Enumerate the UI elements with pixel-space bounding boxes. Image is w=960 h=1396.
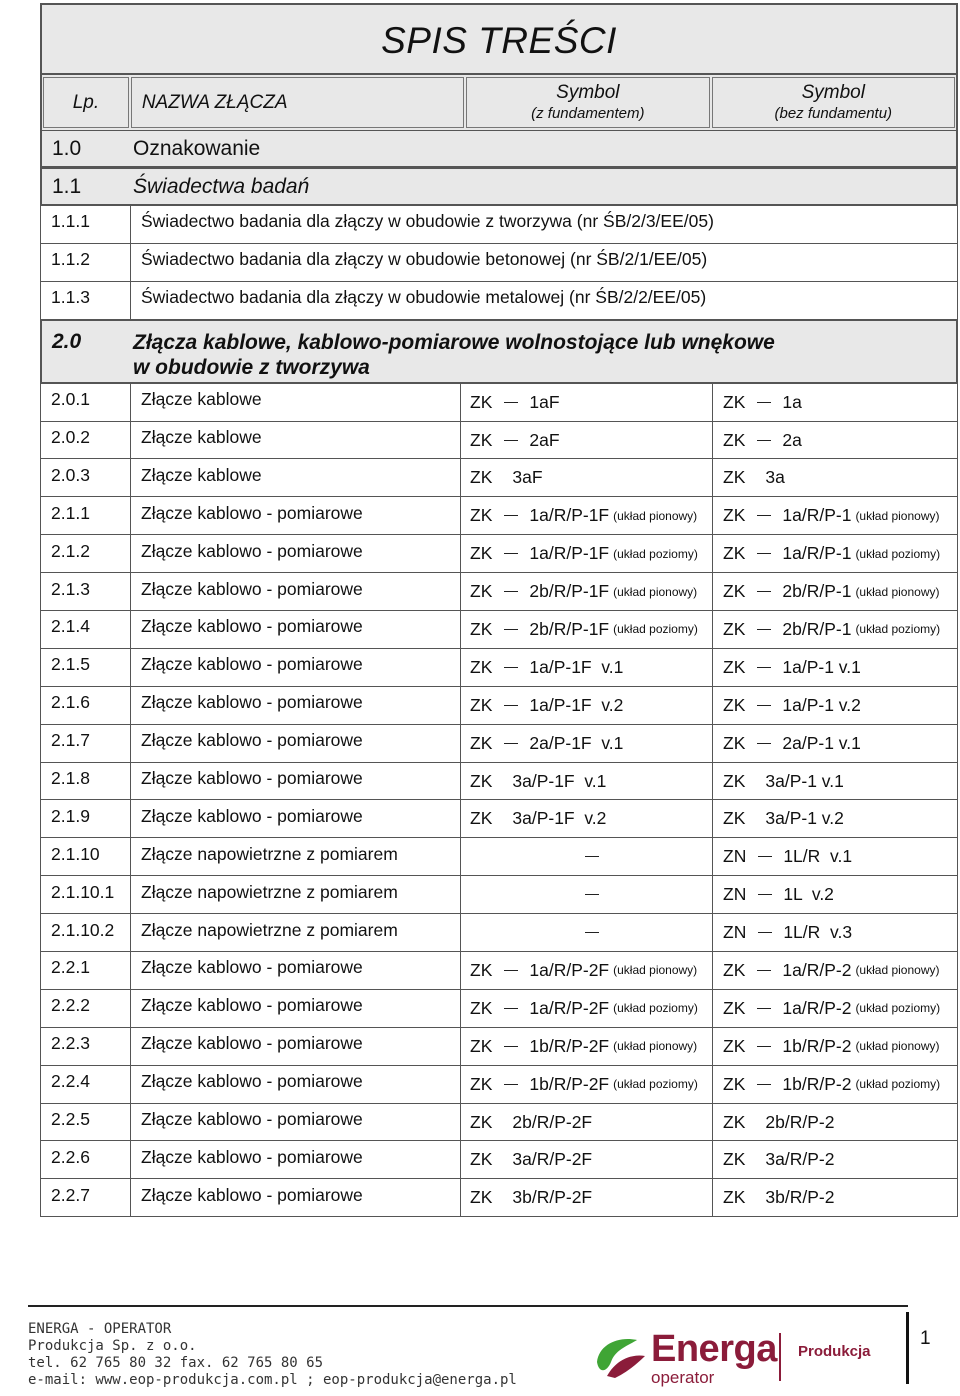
title-box (40, 3, 958, 75)
symbol-note: (układ pionowy) (613, 584, 698, 599)
page-title: SPIS TREŚCI (381, 20, 617, 61)
symbol-cell (461, 1179, 713, 1216)
symbol-cell (461, 800, 713, 837)
table-row (40, 838, 958, 876)
logo-division: Produkcja (798, 1343, 871, 1360)
dash-icon (504, 1046, 518, 1047)
dash-icon (757, 1084, 771, 1085)
table-row (40, 990, 958, 1028)
symbol-code: 3a/P-1 v.2 (765, 808, 844, 829)
symbol-prefix: ZK (723, 694, 746, 715)
table-row (40, 914, 958, 952)
table-row (40, 1104, 958, 1142)
table-row (40, 244, 958, 282)
row-number: 1.1.1 (41, 206, 131, 243)
dash-icon (757, 440, 771, 441)
section-label: Świadectwa badań (133, 174, 310, 198)
table-row (40, 611, 958, 649)
symbol-cell (461, 725, 713, 762)
row-number: 2.1.4 (41, 611, 131, 648)
dash-icon (504, 515, 518, 516)
table-row (40, 763, 958, 801)
symbol-prefix: ZN (723, 846, 747, 867)
symbol-code: 1b/R/P-2F (529, 1035, 610, 1056)
dash-icon (504, 1008, 518, 1009)
symbol-cell (713, 914, 957, 951)
symbol-prefix: ZK (723, 581, 746, 602)
header-symbol-sub: (bez fundamentu) (774, 105, 893, 122)
dash-icon (757, 743, 771, 744)
table-row (40, 497, 958, 535)
table-row (40, 800, 958, 838)
symbol-prefix: ZK (470, 732, 493, 753)
symbol-cell (461, 1028, 713, 1065)
symbol-cell (461, 459, 713, 496)
symbol-cell (461, 952, 713, 989)
toc-table (40, 3, 958, 1217)
symbol-code: 1aF (529, 391, 560, 412)
symbol-cell (461, 838, 713, 875)
row-number: 2.1.3 (41, 573, 131, 610)
header-symbol-label: Symbol (801, 82, 865, 103)
row-name: Złącze kablowe (131, 422, 461, 459)
footer-phone: tel. 62 765 80 32 fax. 62 765 80 65 (28, 1355, 324, 1371)
row-number: 2.1.10.2 (41, 914, 131, 951)
logo-divider (779, 1333, 781, 1381)
symbol-code: 1a/R/P-1F (529, 505, 610, 526)
row-name: Złącze kablowo - pomiarowe (131, 497, 461, 534)
symbol-code: 3aF (512, 467, 543, 488)
row-number: 2.1.8 (41, 763, 131, 800)
row-number: 2.0.2 (41, 422, 131, 459)
symbol-cell (461, 687, 713, 724)
symbol-note: (układ pionowy) (613, 508, 698, 523)
table-row (40, 1028, 958, 1066)
symbol-note: (układ pionowy) (613, 1039, 698, 1054)
symbol-note: (układ pionowy) (613, 963, 698, 978)
symbol-cell (461, 1141, 713, 1178)
symbol-code: 2aF (529, 429, 560, 450)
symbol-code: 1a (782, 391, 802, 412)
row-name: Złącze kablowo - pomiarowe (131, 1104, 461, 1141)
symbol-code: 1b/R/P-2 (782, 1073, 852, 1094)
section-label (133, 321, 873, 382)
row-number: 2.1.6 (41, 687, 131, 724)
section-number: 2.0 (52, 329, 82, 353)
symbol-note: (układ pionowy) (855, 508, 940, 523)
dash-icon (504, 402, 518, 403)
symbol-code: 2a (782, 429, 802, 450)
symbol-code: 1a/P-1F v.2 (529, 694, 624, 715)
symbol-code: 3b/R/P-2 (765, 1187, 835, 1208)
row-name: Złącze kablowo - pomiarowe (131, 611, 461, 648)
row-name: Złącze kablowo - pomiarowe (131, 763, 461, 800)
table-row (40, 876, 958, 914)
connector-rows (40, 384, 958, 1218)
dash-icon (757, 629, 771, 630)
symbol-prefix: ZK (470, 581, 493, 602)
symbol-prefix: ZK (723, 1073, 746, 1094)
symbol-code: 1a/R/P-1 (782, 505, 852, 526)
symbol-code: 1a/R/P-2F (529, 959, 610, 980)
symbol-cell (713, 876, 957, 913)
table-row (40, 1066, 958, 1104)
dash-icon (504, 705, 518, 706)
symbol-code: 1L/R v.3 (783, 922, 853, 943)
symbol-note: (układ pionowy) (855, 1039, 940, 1054)
table-row (40, 687, 958, 725)
symbol-cell (713, 725, 957, 762)
footer-divider (28, 1305, 908, 1307)
symbol-cell (461, 914, 713, 951)
symbol-prefix: ZK (470, 1035, 493, 1056)
symbol-code: 1a/P-1F v.1 (529, 656, 624, 677)
table-row (40, 952, 958, 990)
symbol-prefix: ZK (723, 467, 746, 488)
symbol-code: 1a/R/P-1 (782, 543, 852, 564)
footer-email: e-mail: www.eop-produkcja.com.pl ; eop-produkcja@energa.pl (28, 1372, 517, 1388)
symbol-prefix: ZK (470, 770, 493, 791)
symbol-cell (713, 763, 957, 800)
row-number: 2.1.9 (41, 800, 131, 837)
symbol-code: 2a/P-1F v.1 (529, 732, 624, 753)
dash-icon (504, 743, 518, 744)
symbol-cell (713, 687, 957, 724)
row-number: 2.2.5 (41, 1104, 131, 1141)
section-label: Oznakowanie (133, 136, 261, 160)
row-number: 2.1.5 (41, 649, 131, 686)
row-label: Świadectwo badania dla złączy w obudowie betonowej (nr ŚB/2/1/EE/05) (130, 244, 707, 281)
symbol-code: 1a/R/P-1F (529, 543, 610, 564)
row-number: 2.1.10.1 (41, 876, 131, 913)
symbol-cell (713, 1104, 957, 1141)
footer-company: ENERGA - OPERATOR (28, 1321, 172, 1337)
symbol-cell (461, 497, 713, 534)
symbol-note: (układ poziomy) (613, 622, 698, 637)
header-symbol-sub: (z fundamentem) (531, 105, 645, 122)
row-label: Świadectwo badania dla złączy w obudowie metalowej (nr ŚB/2/2/EE/05) (130, 282, 706, 319)
row-number: 2.2.1 (41, 952, 131, 989)
row-label: Świadectwo badania dla złączy w obudowie z tworzywa (nr ŚB/2/3/EE/05) (130, 206, 714, 243)
symbol-cell (713, 611, 957, 648)
row-name: Złącze kablowo - pomiarowe (131, 1028, 461, 1065)
row-number: 2.1.2 (41, 535, 131, 572)
dash-icon (757, 705, 771, 706)
row-name: Złącze kablowo - pomiarowe (131, 535, 461, 572)
section-label-line1: Złącza kablowe, kablowo-pomiarowe wolnostojące lub wnękowe (133, 330, 775, 354)
dash-icon (504, 629, 518, 630)
section-1-1 (40, 168, 958, 206)
header-name: NAZWA ZŁĄCZA (131, 77, 464, 128)
symbol-code: 3a/P-1F v.2 (512, 808, 607, 829)
symbol-code: 3a/P-1F v.1 (512, 770, 607, 791)
symbol-cell (713, 1028, 957, 1065)
symbol-code: 2b/R/P-2 (765, 1111, 835, 1132)
symbol-code: 3a/P-1 v.1 (765, 770, 844, 791)
table-row (40, 725, 958, 763)
section-number: 1.1 (52, 174, 82, 198)
symbol-prefix: ZK (470, 694, 493, 715)
symbol-prefix: ZK (470, 656, 493, 677)
dash-icon (504, 591, 518, 592)
symbol-prefix: ZK (470, 1149, 493, 1170)
symbol-cell (461, 1104, 713, 1141)
symbol-cell (713, 838, 957, 875)
symbol-cell (713, 990, 957, 1027)
symbol-cell (713, 1141, 957, 1178)
symbol-code: 2b/R/P-2F (512, 1111, 593, 1132)
dash-icon (585, 856, 599, 857)
dash-icon (504, 1084, 518, 1085)
row-name: Złącze kablowo - pomiarowe (131, 952, 461, 989)
row-name: Złącze kablowo - pomiarowe (131, 800, 461, 837)
table-row (40, 649, 958, 687)
dash-icon (757, 553, 771, 554)
symbol-cell (713, 535, 957, 572)
leaf-icon (593, 1332, 647, 1382)
dash-icon (757, 591, 771, 592)
row-name: Złącze kablowo - pomiarowe (131, 1141, 461, 1178)
symbol-cell (461, 573, 713, 610)
symbol-code: 3a/R/P-2 (765, 1149, 835, 1170)
symbol-cell (713, 1179, 957, 1216)
dash-icon (757, 1008, 771, 1009)
symbol-code: 3a/R/P-2F (512, 1149, 593, 1170)
table-row (40, 206, 958, 244)
dash-icon (585, 894, 599, 895)
dash-icon (757, 667, 771, 668)
row-number: 2.2.2 (41, 990, 131, 1027)
dash-icon (757, 402, 771, 403)
row-name: Złącze napowietrzne z pomiarem (131, 914, 461, 951)
symbol-cell (713, 459, 957, 496)
page-number: 1 (920, 1328, 931, 1349)
row-number: 1.1.2 (41, 244, 131, 281)
symbol-prefix: ZK (723, 429, 746, 450)
symbol-prefix: ZK (723, 1187, 746, 1208)
table-row (40, 573, 958, 611)
symbol-code: 2b/R/P-1 (782, 618, 852, 639)
section-number: 1.0 (52, 136, 82, 160)
table-row (40, 1141, 958, 1179)
table-row (40, 282, 958, 320)
row-number: 1.1.3 (41, 282, 131, 319)
symbol-prefix: ZK (723, 391, 746, 412)
row-name: Złącze kablowo - pomiarowe (131, 990, 461, 1027)
symbol-code: 2b/R/P-1F (529, 581, 610, 602)
row-number: 2.2.3 (41, 1028, 131, 1065)
dash-icon (757, 970, 771, 971)
table-row (40, 384, 958, 422)
symbol-code: 1b/R/P-2F (529, 1073, 610, 1094)
header-lp: Lp. (43, 77, 129, 128)
section-2-0 (40, 320, 958, 384)
row-name: Złącze kablowo - pomiarowe (131, 725, 461, 762)
symbol-code: 1a/R/P-2 (782, 959, 852, 980)
symbol-note: (układ poziomy) (613, 1077, 698, 1092)
section-label-line2: w obudowie z tworzywa (133, 355, 370, 379)
symbol-cell (713, 952, 957, 989)
table-row (40, 1179, 958, 1217)
dash-icon (757, 515, 771, 516)
symbol-code: 1a/R/P-2 (782, 997, 852, 1018)
symbol-code: 1a/R/P-2F (529, 997, 610, 1018)
row-name: Złącze kablowo - pomiarowe (131, 649, 461, 686)
symbol-prefix: ZK (470, 808, 493, 829)
symbol-prefix: ZK (723, 770, 746, 791)
row-number: 2.0.3 (41, 459, 131, 496)
symbol-cell (461, 990, 713, 1027)
symbol-cell (461, 1066, 713, 1103)
symbol-prefix: ZK (723, 959, 746, 980)
row-name: Złącze kablowe (131, 384, 461, 421)
table-row (40, 459, 958, 497)
footer-contact (28, 1321, 517, 1389)
section-1-0 (40, 130, 958, 168)
page-number-bar (906, 1312, 909, 1384)
symbol-prefix: ZK (470, 429, 493, 450)
symbol-prefix: ZK (470, 1111, 493, 1132)
row-number: 2.1.7 (41, 725, 131, 762)
dash-icon (504, 667, 518, 668)
row-number: 2.1.10 (41, 838, 131, 875)
symbol-prefix: ZK (723, 997, 746, 1018)
dash-icon (585, 932, 599, 933)
row-number: 2.2.7 (41, 1179, 131, 1216)
dash-icon (504, 970, 518, 971)
symbol-cell (461, 422, 713, 459)
row-number: 2.0.1 (41, 384, 131, 421)
symbol-prefix: ZK (470, 997, 493, 1018)
symbol-cell (713, 1066, 957, 1103)
table-row (40, 535, 958, 573)
symbol-cell (713, 573, 957, 610)
symbol-prefix: ZK (470, 618, 493, 639)
row-number: 2.1.1 (41, 497, 131, 534)
symbol-code: 1L v.2 (783, 884, 834, 905)
symbol-prefix: ZK (470, 467, 493, 488)
row-name: Złącze kablowo - pomiarowe (131, 1066, 461, 1103)
row-name: Złącze kablowo - pomiarowe (131, 687, 461, 724)
symbol-prefix: ZN (723, 922, 747, 943)
symbol-note: (układ poziomy) (613, 1001, 698, 1016)
row-name: Złącze kablowe (131, 459, 461, 496)
symbol-cell (461, 535, 713, 572)
symbol-prefix: ZK (470, 1187, 493, 1208)
table-row (40, 422, 958, 460)
row-number: 2.2.6 (41, 1141, 131, 1178)
symbol-cell (461, 649, 713, 686)
dash-icon (504, 440, 518, 441)
symbol-note: (układ poziomy) (855, 546, 941, 561)
certificate-rows (40, 206, 958, 320)
symbol-note: (układ poziomy) (855, 1077, 941, 1092)
symbol-cell (713, 497, 957, 534)
energa-logo (593, 1328, 893, 1388)
symbol-code: 3b/R/P-2F (512, 1187, 593, 1208)
symbol-prefix: ZK (723, 1149, 746, 1170)
symbol-cell (713, 422, 957, 459)
header-symbol-with-foundation (466, 77, 709, 128)
logo-sub: operator (651, 1368, 715, 1387)
dash-icon (758, 932, 772, 933)
symbol-prefix: ZK (723, 505, 746, 526)
symbol-code: 3a (765, 467, 785, 488)
symbol-cell (461, 611, 713, 648)
symbol-code: 2b/R/P-1 (782, 581, 852, 602)
symbol-note: (układ poziomy) (613, 546, 698, 561)
symbol-cell (713, 384, 957, 421)
symbol-code: 1L/R v.1 (783, 846, 853, 867)
symbol-code: 1a/P-1 v.1 (782, 656, 861, 677)
symbol-cell (713, 800, 957, 837)
symbol-cell (461, 876, 713, 913)
symbol-prefix: ZK (470, 391, 493, 412)
table-header (40, 75, 958, 130)
symbol-prefix: ZK (723, 618, 746, 639)
symbol-prefix: ZK (723, 543, 746, 564)
symbol-note: (układ poziomy) (855, 1001, 941, 1016)
symbol-prefix: ZK (470, 1073, 493, 1094)
symbol-note: (układ pionowy) (855, 963, 940, 978)
symbol-code: 1a/P-1 v.2 (782, 694, 861, 715)
symbol-prefix: ZK (723, 1035, 746, 1056)
dash-icon (758, 856, 772, 857)
symbol-code: 1b/R/P-2 (782, 1035, 852, 1056)
symbol-prefix: ZK (723, 1111, 746, 1132)
logo-brand: Energa (651, 1328, 777, 1370)
symbol-prefix: ZK (470, 959, 493, 980)
symbol-cell (461, 763, 713, 800)
symbol-code: 2b/R/P-1F (529, 618, 610, 639)
symbol-prefix: ZK (723, 656, 746, 677)
dash-icon (757, 1046, 771, 1047)
symbol-note: (układ pionowy) (855, 584, 940, 599)
header-symbol-label: Symbol (556, 82, 620, 103)
row-name: Złącze kablowo - pomiarowe (131, 573, 461, 610)
symbol-prefix: ZK (723, 808, 746, 829)
dash-icon (758, 894, 772, 895)
symbol-prefix: ZK (723, 732, 746, 753)
symbol-prefix: ZK (470, 505, 493, 526)
row-number: 2.2.4 (41, 1066, 131, 1103)
symbol-cell (713, 649, 957, 686)
symbol-note: (układ poziomy) (855, 622, 941, 637)
footer-company-sub: Produkcja Sp. z o.o. (28, 1338, 197, 1354)
symbol-prefix: ZN (723, 884, 747, 905)
row-name: Złącze napowietrzne z pomiarem (131, 876, 461, 913)
dash-icon (504, 553, 518, 554)
symbol-code: 2a/P-1 v.1 (782, 732, 861, 753)
header-symbol-without-foundation (712, 77, 955, 128)
symbol-prefix: ZK (470, 543, 493, 564)
symbol-cell (461, 384, 713, 421)
row-name: Złącze kablowo - pomiarowe (131, 1179, 461, 1216)
row-name: Złącze napowietrzne z pomiarem (131, 838, 461, 875)
